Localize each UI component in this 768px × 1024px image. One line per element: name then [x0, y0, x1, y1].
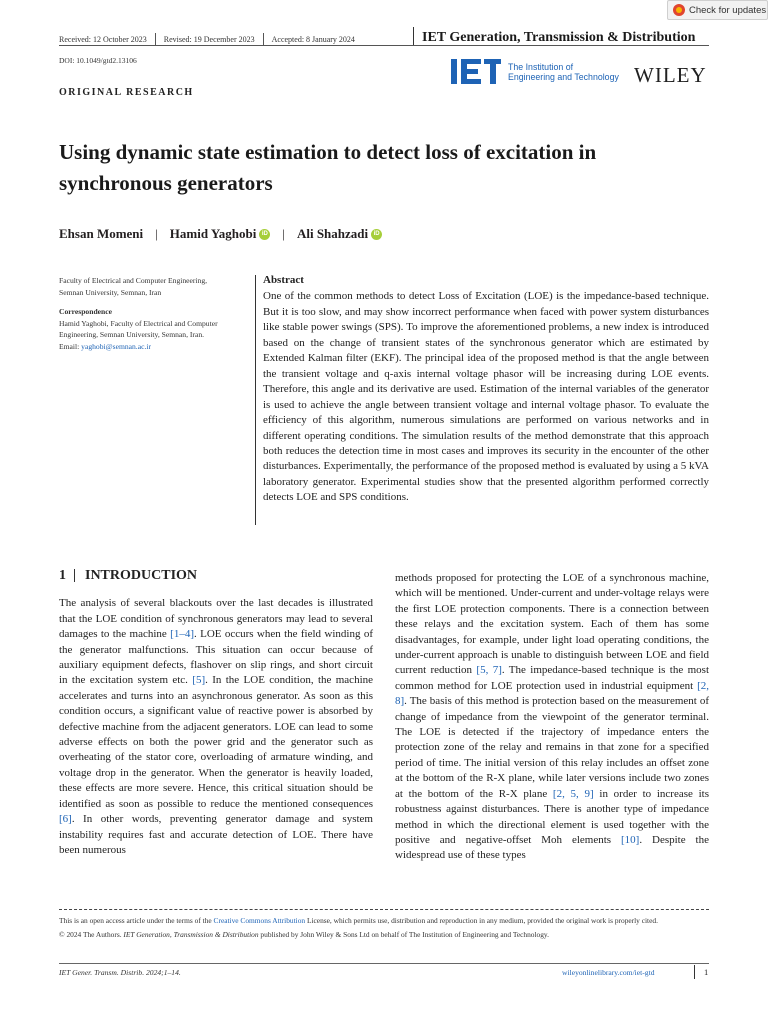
- abstract: [263, 273, 709, 506]
- citation-link[interactable]: [10]: [621, 833, 640, 846]
- citation-link[interactable]: [5]: [192, 674, 206, 687]
- iet-logo-mark: [451, 59, 501, 84]
- body-column-left: [59, 568, 373, 858]
- revised-date: Revised: 19 December 2023: [163, 35, 255, 44]
- license-footnote: [59, 915, 709, 940]
- license-link[interactable]: Creative Commons Attribution: [213, 916, 306, 925]
- divider: [74, 569, 75, 582]
- page-number: 1: [704, 967, 709, 977]
- divider: [694, 965, 695, 979]
- section-heading: [59, 568, 373, 583]
- footer-rule: [59, 963, 709, 964]
- divider: |: [155, 226, 158, 241]
- author-name[interactable]: Ali Shahzadi: [296, 226, 369, 241]
- abstract-rule: [255, 275, 256, 525]
- received-date: Received: 12 October 2023: [59, 35, 147, 44]
- author-name[interactable]: Ehsan Momeni: [59, 226, 144, 241]
- publisher-logo[interactable]: WILEY: [634, 63, 707, 87]
- citation-link[interactable]: [1–4]: [170, 628, 194, 641]
- citation-link[interactable]: [2, 5, 9]: [552, 787, 594, 800]
- citation-link[interactable]: [6]: [59, 813, 72, 826]
- doi[interactable]: DOI: 10.1049/gtd2.13106: [59, 56, 137, 65]
- correspondence-line: Hamid Yaghobi, Faculty of Electrical and Computer: [59, 318, 218, 328]
- affiliation-line: Faculty of Electrical and Computer Engineering,: [59, 276, 208, 285]
- footnote-divider: [59, 909, 709, 910]
- footer-citation: IET Gener. Transm. Distrib. 2024;1–14.: [59, 968, 181, 977]
- citation-link[interactable]: [5, 7]: [476, 664, 502, 677]
- correspondence-heading: Correspondence: [59, 307, 113, 316]
- body-column-right: [395, 571, 709, 864]
- correspondence-line: Engineering, Semnan University, Semnan, Iran.: [59, 330, 205, 339]
- iet-logo[interactable]: [451, 59, 619, 84]
- check-for-updates-label: Check for updates: [689, 4, 767, 16]
- crossmark-icon: [673, 4, 685, 16]
- section-number: 1: [59, 568, 66, 583]
- paragraph: The analysis of several blackouts over the last decades is illustrated that the LOE condition of synchronous generators may lead to several damages to the machine [1–4]. LOE occurs when the field winding of the generator malfunctions. This situation can occur because of auxiliary equipment defects, flashover on slip rings, and short circuit in the excitation system etc. [5]. In the LOE condition, the machine accelerates and turns into an asynchronous generator. As soon as this condition occurs, a significant value of reactive power is absorbed by defective machine from the adjacent generators. LOE can lead to some adverse effects on both the power grid and the generator such as overheating of the stator core, overloading of armature winding, and voltage drop in the generator. When the generator is heavily loaded, these effects are more severe. Hence, this critical situation should be identified as soon as possible to reduce the mentioned consequences [6]. In other words, preventing generator damage and system instability requires fast and accurate detection of LOE. There have been numerous: [59, 597, 374, 856]
- divider: |: [282, 226, 285, 241]
- orcid-icon[interactable]: iD: [259, 229, 270, 240]
- paragraph: methods proposed for protecting the LOE of a synchronous machine, which will be mentioned. Under-current and under-voltage relays were the first LOE protection components. There is a connection between these relays and the excitation system. Each of them has some disadvantages, for example, under light load operating conditions, the under-current approach is unable to distinguish between LOE and field current reduction [5, 7]. The impedance-based technique is the most common method for LOE protection used in industrial equipment [2, 8]. The basis of this method is protection based on the measurement of change of impedance from the viewpoint of the generator terminal. The LOE is detected if the trajectory of impedance enters the protection zone of the relay and remains in that zone for a specified period of time. The initial version of this relay includes an offset zone at the bottom of the R-X plane, while later versions include two zones at the bottom of the R-X plane [2, 5, 9] in order to increase its robustness against disturbances. There is another type of impedance method in which the directional element is used together with the positive and negative-offset Moh elements [10]. Despite the widespread use of these types: [395, 572, 710, 862]
- article-type: ORIGINAL RESEARCH: [59, 87, 194, 98]
- abstract-text: One of the common methods to detect Loss of Excitation (LOE) is the impedance-based technique. But it is too slow, and may show incorrect performance when faced with power system disturbances like stable power swings (SPS). To improve the aforementioned problems, a new index is introduced based on the change of transient states of the synchronous generator which are estimated by Extended Kalman filter (EKF). The principal idea of the proposed method is that the angle between the transient voltage and q-axis internal voltage phasor will be increasing during LOE events. Therefore, this angle and its derivative are used. Estimation of the internal variables of the generator is used to achieve the angle between transient voltage and internal voltage phasor. To evaluate the efficiency of this algorithm, numerous simulations are performed on various networks and in different operating conditions. The simulation results of the method demonstrate that this approach both reduces the detection time in most cases and improves its security in the encounter of the other disturbances. Experimentally, the performance of the proposed method is evaluated by using a 5 kVA laboratory generator. Experimental studies show that the presented algorithm performed correctly detects LOE and SPS conditions.: [263, 290, 709, 504]
- affiliation-block: [59, 275, 244, 352]
- divider: [413, 27, 414, 46]
- copyright-note: © 2024 The Authors. IET Generation, Transmission & Distribution published by John Wiley & Sons Ltd on behalf of The Institution of Engineering and Technology.: [59, 930, 549, 939]
- orcid-icon[interactable]: iD: [371, 229, 382, 240]
- open-access-note: This is an open access article under the terms of the Creative Commons Attribution License, which permits use, distribution and reproduction in any medium, provided the original work is properly cited.: [59, 916, 658, 925]
- section-title: INTRODUCTION: [85, 568, 198, 583]
- abstract-heading: Abstract: [263, 274, 304, 286]
- citation-link[interactable]: [2, 8]: [395, 679, 709, 708]
- iet-logo-icon: [451, 59, 501, 84]
- journal-title: IET Generation, Transmission & Distribution: [422, 30, 696, 45]
- journal-url-link[interactable]: wileyonlinelibrary.com/iet-gtd: [562, 968, 655, 977]
- header-rule: [59, 45, 709, 46]
- check-for-updates-button[interactable]: [667, 0, 768, 20]
- paper-title: Using dynamic state estimation to detect loss of excitation in synchronous generators: [59, 140, 597, 195]
- author-list: [59, 226, 382, 242]
- email-link[interactable]: yaghobi@semnan.ac.ir: [81, 341, 151, 351]
- correspondence-email: Email: yaghobi@semnan.ac.ir: [59, 341, 151, 351]
- affiliation-line: Semnan University, Semnan, Iran: [59, 287, 162, 297]
- accepted-date: Accepted: 8 January 2024: [271, 35, 355, 44]
- author-name[interactable]: Hamid Yaghobi: [169, 226, 257, 241]
- iet-name: The Institution of Engineering and Technology: [508, 61, 619, 82]
